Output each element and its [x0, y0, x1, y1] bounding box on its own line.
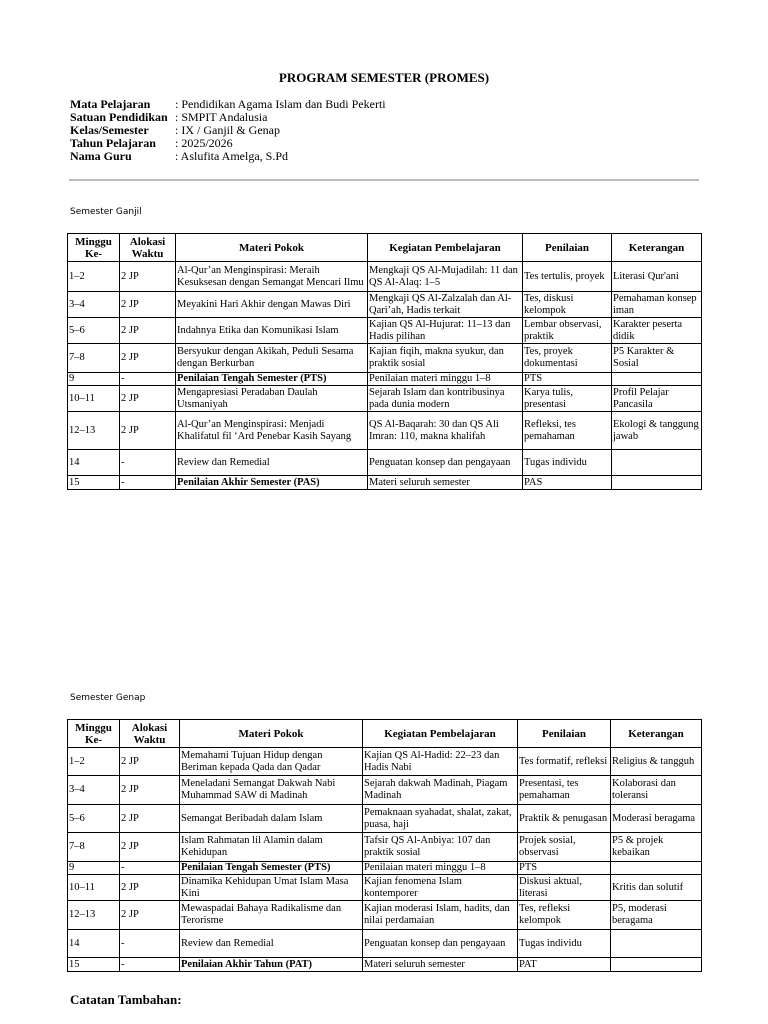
cell-kegiatan: Sejarah Islam dan kontribusinya pada dunia modern: [368, 386, 523, 412]
cell-penilaian: Praktik & penugasan: [518, 805, 611, 833]
cell-keterangan: [611, 958, 702, 972]
cell-penilaian: Tes tertulis, proyek: [523, 262, 612, 292]
table-row: [68, 262, 702, 292]
cell-keterangan: Literasi Qur'ani: [612, 262, 702, 292]
semester-genap-label: Semester Genap: [70, 693, 146, 703]
cell-penilaian: Tes, diskusi kelompok: [523, 292, 612, 318]
cell-materi: Penilaian Akhir Tahun (PAT): [180, 958, 363, 972]
cell-kegiatan: Kajian moderasi Islam, hadits, dan nilai perdamaian: [363, 901, 518, 930]
cell-kegiatan: Penguatan konsep dan pengayaan: [363, 930, 518, 958]
col-header-keterangan: Keterangan: [611, 720, 702, 748]
cell-keterangan: Pemahaman konsep iman: [612, 292, 702, 318]
cell-minggu: 10–11: [68, 875, 120, 901]
table-row: [68, 292, 702, 318]
table-row: [68, 833, 702, 862]
cell-materi: Bersyukur dengan Akikah, Peduli Sesama dengan Berkurban: [176, 344, 368, 373]
cell-keterangan: P5, moderasi beragama: [611, 901, 702, 930]
table-row: [68, 776, 702, 805]
col-header-kegiatan: Kegiatan Pembelajaran: [368, 234, 523, 262]
info-label: Kelas/Semester: [70, 123, 149, 137]
cell-alokasi: 2 JP: [120, 901, 180, 930]
cell-minggu: 3–4: [68, 776, 120, 805]
cell-kegiatan: Kajian QS Al-Hujurat: 11–13 dan Hadis pilihan: [368, 318, 523, 344]
cell-materi: Review dan Remedial: [176, 450, 368, 476]
table-row: [68, 373, 702, 386]
cell-kegiatan: Materi seluruh semester: [368, 476, 523, 490]
notes-title: Catatan Tambahan:: [70, 992, 182, 1007]
cell-keterangan: Kolaborasi dan toleransi: [611, 776, 702, 805]
semester-ganjil-table: [67, 233, 702, 490]
cell-kegiatan: Penguatan konsep dan pengayaan: [368, 450, 523, 476]
table-header-row: [68, 234, 702, 262]
cell-minggu: 1–2: [68, 262, 120, 292]
cell-minggu: 1–2: [68, 748, 120, 776]
semester-ganjil-label: Semester Ganjil: [70, 207, 142, 217]
cell-kegiatan: Penilaian materi minggu 1–8: [363, 862, 518, 875]
info-value: : IX / Ganjil & Genap: [175, 123, 280, 137]
table-row: [68, 930, 702, 958]
cell-kegiatan: Mengkaji QS Al-Mujadilah: 11 dan QS Al-Alaq: 1–5: [368, 262, 523, 292]
cell-keterangan: Kritis dan solutif: [611, 875, 702, 901]
cell-minggu: 14: [68, 930, 120, 958]
cell-materi: Meyakini Hari Akhir dengan Mawas Diri: [176, 292, 368, 318]
col-header-penilaian: Penilaian: [518, 720, 611, 748]
cell-keterangan: P5 & projek kebaikan: [611, 833, 702, 862]
cell-keterangan: [611, 862, 702, 875]
table-row: [68, 805, 702, 833]
table-header-row: [68, 720, 702, 748]
cell-alokasi: -: [120, 958, 180, 972]
table-row: [68, 344, 702, 373]
cell-kegiatan: Kajian fiqih, makna syukur, dan praktik sosial: [368, 344, 523, 373]
cell-penilaian: PTS: [518, 862, 611, 875]
cell-penilaian: Tes, refleksi kelompok: [518, 901, 611, 930]
cell-penilaian: PTS: [523, 373, 612, 386]
cell-keterangan: [612, 373, 702, 386]
cell-minggu: 7–8: [68, 344, 120, 373]
page-title: PROGRAM SEMESTER (PROMES): [278, 70, 490, 85]
info-label: Nama Guru: [70, 149, 132, 163]
cell-minggu: 12–13: [68, 412, 120, 450]
cell-alokasi: -: [120, 476, 176, 490]
cell-keterangan: P5 Karakter & Sosial: [612, 344, 702, 373]
cell-minggu: 9: [68, 373, 120, 386]
cell-keterangan: Profil Pelajar Pancasila: [612, 386, 702, 412]
info-label: Mata Pelajaran: [70, 97, 151, 111]
cell-keterangan: [612, 476, 702, 490]
table-row: [68, 875, 702, 901]
cell-kegiatan: Tafsir QS Al-Anbiya: 107 dan praktik sosial: [363, 833, 518, 862]
table-row: [68, 862, 702, 875]
cell-keterangan: Ekologi & tanggung jawab: [612, 412, 702, 450]
cell-penilaian: Refleksi, tes pemahaman: [523, 412, 612, 450]
cell-penilaian: Tugas individu: [518, 930, 611, 958]
cell-keterangan: [611, 930, 702, 958]
cell-materi: Meneladani Semangat Dakwah Nabi Muhammad SAW di Madinah: [180, 776, 363, 805]
table-row: [68, 958, 702, 972]
cell-materi: Semangat Beribadah dalam Islam: [180, 805, 363, 833]
cell-kegiatan: Pemaknaan syahadat, shalat, zakat, puasa, haji: [363, 805, 518, 833]
cell-penilaian: Tes formatif, refleksi: [518, 748, 611, 776]
cell-penilaian: Lembar observasi, praktik: [523, 318, 612, 344]
cell-materi: Al-Qur’an Menginspirasi: Meraih Kesuksesan dengan Semangat Mencari Ilmu: [176, 262, 368, 292]
cell-penilaian: Presentasi, tes pemahaman: [518, 776, 611, 805]
cell-materi: Penilaian Tengah Semester (PTS): [176, 373, 368, 386]
cell-keterangan: [612, 450, 702, 476]
table-row: [68, 450, 702, 476]
cell-minggu: 7–8: [68, 833, 120, 862]
cell-penilaian: PAT: [518, 958, 611, 972]
cell-minggu: 14: [68, 450, 120, 476]
cell-alokasi: 2 JP: [120, 776, 180, 805]
cell-penilaian: Projek sosial, observasi: [518, 833, 611, 862]
table-row: [68, 901, 702, 930]
col-header-minggu: Minggu Ke-: [68, 234, 120, 262]
cell-keterangan: Karakter peserta didik: [612, 318, 702, 344]
info-label: Satuan Pendidikan: [70, 110, 168, 124]
document-info: [70, 98, 386, 163]
cell-penilaian: Diskusi aktual, literasi: [518, 875, 611, 901]
table-row: [68, 748, 702, 776]
col-header-minggu: Minggu Ke-: [68, 720, 120, 748]
cell-alokasi: 2 JP: [120, 292, 176, 318]
table-body: [68, 262, 702, 490]
cell-alokasi: -: [120, 373, 176, 386]
info-value: : Aslufita Amelga, S.Pd: [175, 149, 289, 163]
cell-minggu: 3–4: [68, 292, 120, 318]
cell-alokasi: -: [120, 862, 180, 875]
cell-materi: Penilaian Tengah Semester (PTS): [180, 862, 363, 875]
col-header-keterangan: Keterangan: [612, 234, 702, 262]
table-row: [68, 386, 702, 412]
cell-penilaian: Tugas individu: [523, 450, 612, 476]
info-value: : Pendidikan Agama Islam dan Budi Pekerti: [175, 97, 386, 111]
cell-penilaian: Tes, proyek dokumentasi: [523, 344, 612, 373]
cell-keterangan: Religius & tangguh: [611, 748, 702, 776]
cell-alokasi: 2 JP: [120, 833, 180, 862]
cell-materi: Indahnya Etika dan Komunikasi Islam: [176, 318, 368, 344]
table-row: [68, 318, 702, 344]
cell-materi: Al-Qur’an Menginspirasi: Menjadi Khalifatul fil ‘Ard Penebar Kasih Sayang: [176, 412, 368, 450]
cell-kegiatan: Kajian fenomena Islam kontemporer: [363, 875, 518, 901]
col-header-alokasi: Alokasi Waktu: [120, 234, 176, 262]
cell-penilaian: PAS: [523, 476, 612, 490]
cell-minggu: 15: [68, 958, 120, 972]
cell-minggu: 15: [68, 476, 120, 490]
cell-alokasi: -: [120, 450, 176, 476]
divider: [69, 179, 699, 181]
cell-alokasi: 2 JP: [120, 344, 176, 373]
cell-keterangan: Moderasi beragama: [611, 805, 702, 833]
cell-materi: Penilaian Akhir Semester (PAS): [176, 476, 368, 490]
col-header-materi: Materi Pokok: [176, 234, 368, 262]
cell-penilaian: Karya tulis, presentasi: [523, 386, 612, 412]
cell-alokasi: 2 JP: [120, 412, 176, 450]
cell-minggu: 12–13: [68, 901, 120, 930]
cell-materi: Review dan Remedial: [180, 930, 363, 958]
cell-kegiatan: Kajian QS Al-Hadid: 22–23 dan Hadis Nabi: [363, 748, 518, 776]
cell-alokasi: 2 JP: [120, 318, 176, 344]
table-body: [68, 748, 702, 972]
cell-materi: Mewaspadai Bahaya Radikalisme dan Terorisme: [180, 901, 363, 930]
info-value: : SMPIT Andalusia: [175, 110, 268, 124]
cell-minggu: 9: [68, 862, 120, 875]
cell-kegiatan: Penilaian materi minggu 1–8: [368, 373, 523, 386]
cell-kegiatan: Mengkaji QS Al-Zalzalah dan Al-Qari’ah, Hadis terkait: [368, 292, 523, 318]
cell-materi: Mengapresiasi Peradaban Daulah Utsmaniyah: [176, 386, 368, 412]
cell-materi: Dinamika Kehidupan Umat Islam Masa Kini: [180, 875, 363, 901]
cell-alokasi: 2 JP: [120, 875, 180, 901]
cell-kegiatan: Materi seluruh semester: [363, 958, 518, 972]
cell-alokasi: 2 JP: [120, 748, 180, 776]
cell-materi: Memahami Tujuan Hidup dengan Beriman kepada Qada dan Qadar: [180, 748, 363, 776]
col-header-materi: Materi Pokok: [180, 720, 363, 748]
cell-minggu: 5–6: [68, 805, 120, 833]
cell-alokasi: 2 JP: [120, 262, 176, 292]
cell-alokasi: 2 JP: [120, 386, 176, 412]
info-value: : 2025/2026: [175, 136, 233, 150]
semester-genap-table: [67, 719, 702, 972]
cell-minggu: 10–11: [68, 386, 120, 412]
table-row: [68, 412, 702, 450]
table-row: [68, 476, 702, 490]
col-header-alokasi: Alokasi Waktu: [120, 720, 180, 748]
cell-alokasi: 2 JP: [120, 805, 180, 833]
col-header-kegiatan: Kegiatan Pembelajaran: [363, 720, 518, 748]
cell-kegiatan: QS Al-Baqarah: 30 dan QS Ali Imran: 110, makna khalifah: [368, 412, 523, 450]
info-label: Tahun Pelajaran: [70, 136, 156, 150]
info-row: [70, 150, 386, 163]
cell-alokasi: -: [120, 930, 180, 958]
cell-minggu: 5–6: [68, 318, 120, 344]
cell-kegiatan: Sejarah dakwah Madinah, Piagam Madinah: [363, 776, 518, 805]
cell-materi: Islam Rahmatan lil Alamin dalam Kehidupan: [180, 833, 363, 862]
col-header-penilaian: Penilaian: [523, 234, 612, 262]
